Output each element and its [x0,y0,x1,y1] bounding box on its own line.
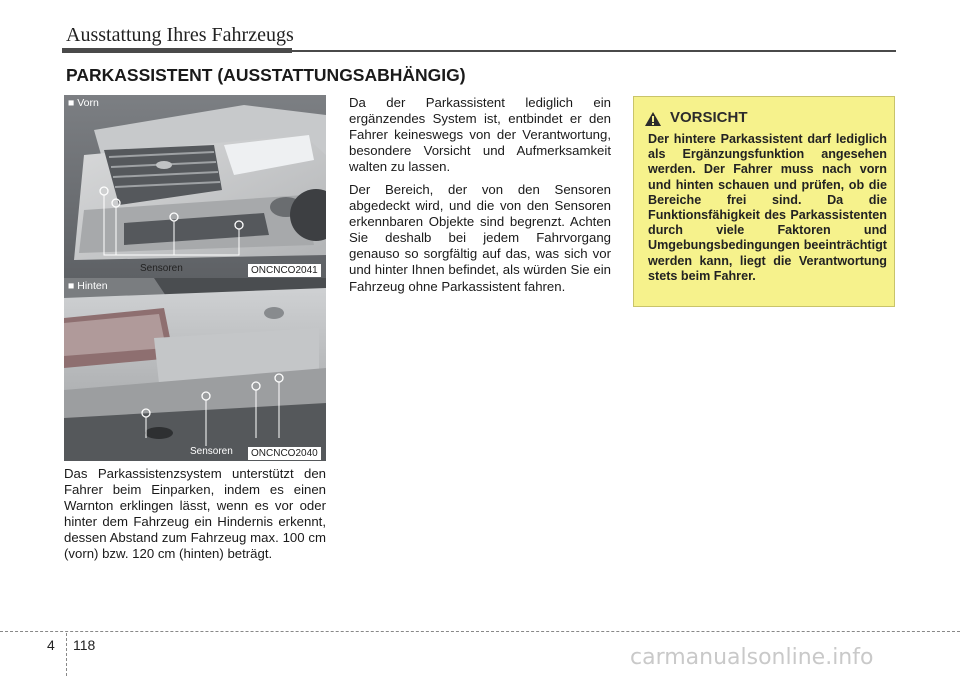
sensor-label-front: Sensoren [140,263,183,274]
paragraph-sensor-range: Der Bereich, der von den Sensoren abgedeckt wird, und die von den Sensoren erkennbaren Objekte sind begrenzt. Achten Sie deshalb bei jedem Fahrvorgang genauso so sorgfältig auf das, was sich vor und hinter Ihnen befindet, als würden Sie ein Fahrzeug ohne Parkassistent fahren. [349,182,611,294]
warning-box [633,96,895,307]
paragraph-intro: Das Parkassistenzsystem unterstützt den Fahrer beim Einparken, indem es einen Warnton erklingen lässt, wenn es vor oder hinter dem Fahrzeug ein Hindernis erkennt, dessen Abstand zum Fahrzeug max. 100 cm (vorn) bzw. 120 cm (hinten) beträgt. [64,466,326,562]
footer-divider [66,633,67,676]
section-title: PARKASSISTENT (AUSSTATTUNGSABHÄNGIG) [66,65,466,85]
rear-car-illustration [64,278,326,461]
warning-title: VORSICHT [670,109,748,126]
watermark: carmanualsonline.info [630,645,874,670]
warning-triangle-icon [644,111,662,127]
figure-tag-front: ■ Vorn [68,97,99,109]
figure-tag-rear: ■ Hinten [68,280,108,292]
page-number: 118 [73,637,96,653]
front-car-image [64,95,326,278]
front-car-illustration [64,95,326,278]
header-accent-bar [62,48,292,53]
figure-code-front: ONCNCO2041 [248,264,321,277]
rear-car-image [64,278,326,461]
running-header: Ausstattung Ihres Fahrzeugs [66,24,294,46]
footer-rule [0,631,960,632]
figure-code-rear: ONCNCO2040 [248,447,321,460]
chapter-number: 4 [47,637,55,653]
sensor-label-rear: Sensoren [190,446,233,457]
paragraph-responsibility: Da der Parkassistent lediglich ein ergänzendes System ist, entbindet er den Fahrer keineswegs von der Verantwortung, besondere Vorsicht und Aufmerksamkeit walten zu lassen. [349,95,611,175]
warning-text: Der hintere Parkassistent darf lediglich als Ergänzungsfunktion angesehen werden. Der Fahrer muss nach vorn und hinten schauen und prüfen, ob die Bereiche frei sind. Da die Funktionsfähigkeit des Parkassistenten durch viele Faktoren und Umgebungsbedingungen beeinträchtigt werden kann, liegt die Verantwortung stets beim Fahrer. [648,132,887,283]
